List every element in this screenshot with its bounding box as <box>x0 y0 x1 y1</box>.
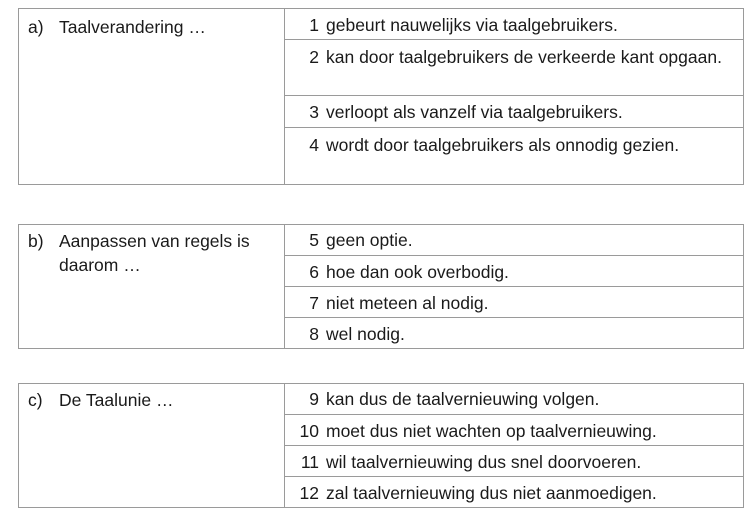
option-text: zal taalvernieuwing dus niet aanmoedigen. <box>326 483 657 503</box>
question-stem-b <box>19 225 285 349</box>
option-cell <box>285 9 744 40</box>
option-cell <box>285 40 744 96</box>
option-number: 1 <box>309 15 319 35</box>
option-cell <box>285 384 744 415</box>
option-number: 6 <box>309 262 319 282</box>
option-cell <box>285 446 744 477</box>
option-text: wordt door taalgebruikers als onnodig gezien. <box>326 135 680 155</box>
question-letter: a) <box>28 17 44 37</box>
option-cell <box>285 318 744 349</box>
option-number: 12 <box>299 483 319 503</box>
option-cell <box>285 225 744 256</box>
option-text: gebeurt nauwelijks via taalgebruikers. <box>326 15 618 35</box>
option-cell <box>285 256 744 287</box>
option-number: 11 <box>300 452 319 472</box>
question-stem-c <box>19 384 285 508</box>
question-stem-a <box>19 9 285 185</box>
option-number: 4 <box>309 135 319 155</box>
option-text: wil taalvernieuwing dus snel doorvoeren. <box>326 452 642 472</box>
option-number: 8 <box>309 324 319 344</box>
option-text: verloopt als vanzelf via taalgebruikers. <box>326 102 623 122</box>
option-number: 5 <box>309 230 319 250</box>
question-stem-text: Aanpassen van regels is daarom … <box>59 231 250 275</box>
option-number: 10 <box>299 421 319 441</box>
option-text: hoe dan ook overbodig. <box>326 262 509 282</box>
question-letter: c) <box>28 390 43 410</box>
option-text: niet meteen al nodig. <box>326 293 489 313</box>
option-cell <box>285 128 744 185</box>
option-text: kan dus de taalvernieuwing volgen. <box>326 389 600 409</box>
question-letter: b) <box>28 231 44 251</box>
option-cell <box>285 415 744 446</box>
option-number: 9 <box>309 389 319 409</box>
question-stem-text: De Taalunie … <box>59 390 174 410</box>
option-text: wel nodig. <box>326 324 405 344</box>
option-number: 7 <box>309 293 319 313</box>
option-cell <box>285 287 744 318</box>
option-text: kan door taalgebruikers de verkeerde kant opgaan. <box>326 47 722 67</box>
question-stem-text: Taalverandering … <box>59 17 206 37</box>
option-text: moet dus niet wachten op taalvernieuwing. <box>326 421 657 441</box>
option-cell <box>285 477 744 508</box>
option-text: geen optie. <box>326 230 413 250</box>
question-table-a <box>18 8 744 185</box>
question-table-b <box>18 224 744 349</box>
option-number: 2 <box>309 47 319 67</box>
option-number: 3 <box>309 102 319 122</box>
question-table-c <box>18 383 744 508</box>
option-cell <box>285 96 744 128</box>
